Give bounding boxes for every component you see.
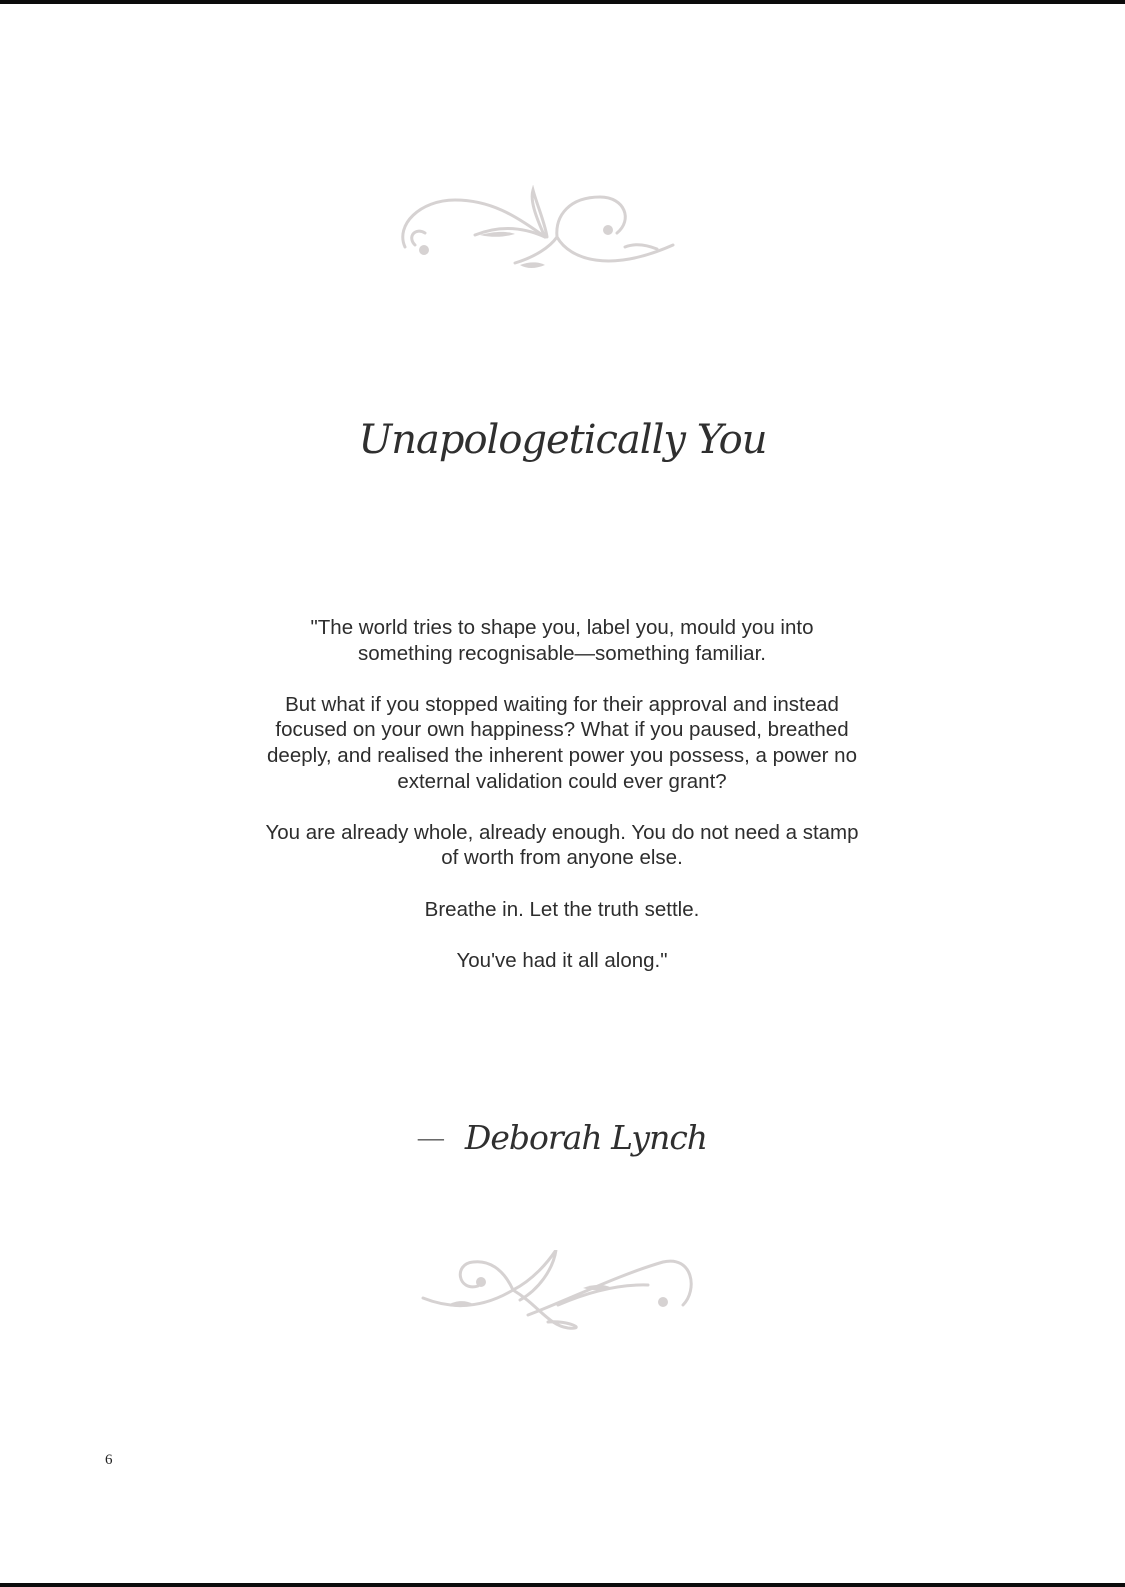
page-bottom-edge: [0, 1583, 1125, 1587]
bottom-flourish-icon: [418, 1250, 703, 1350]
signature-dash: —: [417, 1123, 443, 1152]
quote-block: [262, 615, 862, 973]
quote-paragraph: You've had it all along.": [456, 948, 668, 972]
quote-paragraph: "The world tries to shape you, label you, mould you into something recognisable—something familiar.: [310, 616, 814, 665]
top-flourish-icon: [395, 185, 685, 285]
quote-paragraph: You are already whole, already enough. You do not need a stamp of worth from anyone else.: [265, 820, 859, 870]
page-top-edge: [0, 0, 1125, 4]
page-title: Unapologetically You: [358, 417, 767, 463]
author-name: Deborah Lynch: [464, 1118, 708, 1157]
page-number: 6: [105, 1452, 113, 1468]
quote-paragraph: But what if you stopped waiting for their approval and instead focused on your own happiness? What if you paused, breathed deeply, and realised the inherent power you possess, a power no external validation could ever grant?: [267, 692, 857, 793]
quote-paragraph: Breathe in. Let the truth settle.: [424, 897, 700, 921]
author-signature: [0, 1108, 1125, 1168]
